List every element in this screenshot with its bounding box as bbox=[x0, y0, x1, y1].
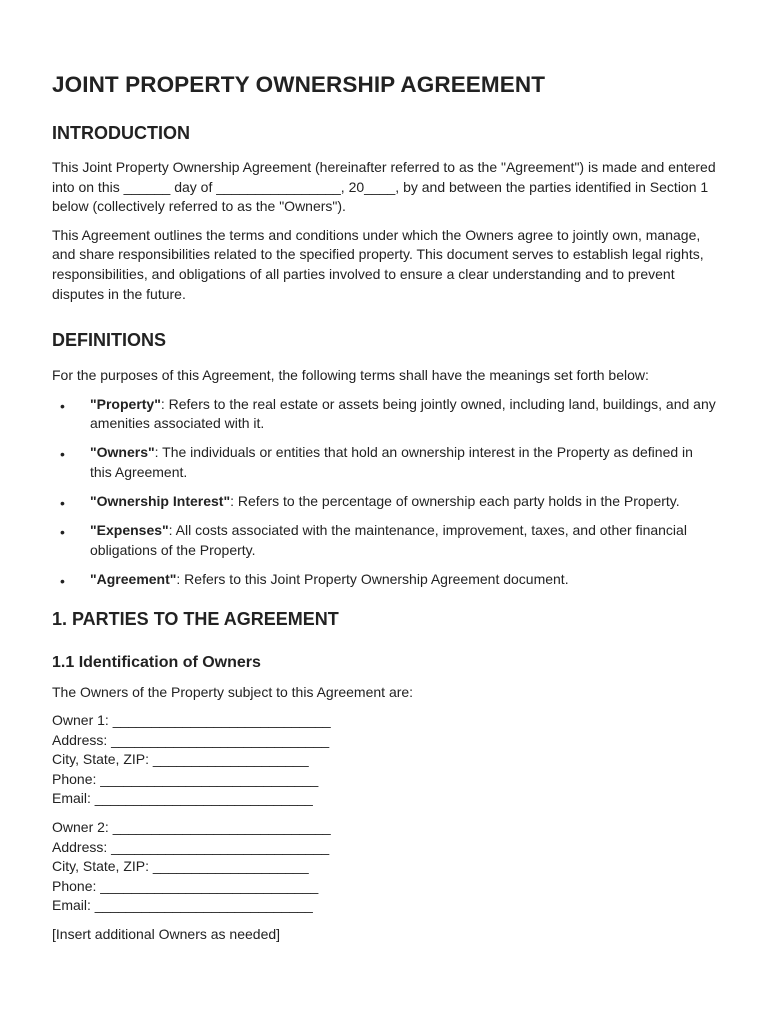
definition-item bbox=[52, 395, 718, 434]
owner-name-field[interactable]: Owner 2: ____________________________ bbox=[52, 819, 331, 836]
definition-term: "Owners" bbox=[90, 444, 155, 461]
definition-item bbox=[52, 521, 718, 560]
owner-1-block bbox=[52, 711, 718, 809]
owner-email-field[interactable]: Email: ____________________________ bbox=[52, 790, 313, 807]
bullet-icon: • bbox=[60, 495, 65, 512]
document-title: JOINT PROPERTY OWNERSHIP AGREEMENT bbox=[52, 72, 546, 97]
owner-city-state-zip-field[interactable]: City, State, ZIP: ____________________ bbox=[52, 858, 309, 875]
owner-address-field[interactable]: Address: ____________________________ bbox=[52, 731, 330, 748]
definition-term: "Property" bbox=[90, 395, 161, 412]
owners-intro: The Owners of the Property subject to this Agreement are: bbox=[52, 683, 414, 700]
introduction-heading: INTRODUCTION bbox=[52, 123, 190, 143]
owner-name-field[interactable]: Owner 1: ____________________________ bbox=[52, 712, 331, 729]
section-1-1-heading: 1.1 Identification of Owners bbox=[52, 653, 261, 671]
section-1-heading: 1. PARTIES TO THE AGREEMENT bbox=[52, 608, 339, 629]
owner-city-state-zip-field[interactable]: City, State, ZIP: ____________________ bbox=[52, 751, 309, 768]
owner-phone-field[interactable]: Phone: ____________________________ bbox=[52, 770, 319, 787]
definition-item bbox=[52, 570, 718, 590]
definition-text: : The individuals or entities that hold an ownership interest in the Property as defined in this Agreement. bbox=[90, 444, 693, 481]
introduction-paragraph-2: This Agreement outlines the terms and conditions under which the Owners agree to jointly own, manage, and share responsibilities related to the specified property. This document serves to establish legal rights, responsibilities, and obligations of all parties involved to ensure a clear understanding and to prevent disputes in the future. bbox=[52, 226, 704, 302]
definition-term: "Agreement" bbox=[90, 570, 177, 587]
bullet-icon: • bbox=[60, 446, 65, 463]
definitions-heading: DEFINITIONS bbox=[52, 330, 167, 351]
owner-address-field[interactable]: Address: ____________________________ bbox=[52, 838, 330, 855]
bullet-icon: • bbox=[60, 397, 65, 414]
owner-email-field[interactable]: Email: ____________________________ bbox=[52, 897, 313, 914]
additional-owners-note: [Insert additional Owners as needed] bbox=[52, 926, 281, 943]
definition-term: "Expenses" bbox=[90, 522, 169, 539]
definition-text: : Refers to the percentage of ownership each party holds in the Property. bbox=[230, 493, 680, 510]
definition-text: : Refers to the real estate or assets being jointly owned, including land, buildings, and any amenities associated with it. bbox=[90, 395, 716, 432]
definition-item bbox=[52, 492, 718, 512]
introduction-paragraph-1: This Joint Property Ownership Agreement (hereinafter referred to as the "Agreement") is made and entered into on this ______ day of ________________, 20____, by and between the parties identified in Section 1 below (collectively referred to as the "Owners"). bbox=[52, 159, 716, 215]
owner-2-block bbox=[52, 818, 718, 916]
bullet-icon: • bbox=[60, 524, 65, 541]
bullet-icon: • bbox=[60, 572, 65, 589]
owner-phone-field[interactable]: Phone: ____________________________ bbox=[52, 877, 319, 894]
definitions-intro: For the purposes of this Agreement, the following terms shall have the meanings set forth below: bbox=[52, 367, 649, 384]
definition-term: "Ownership Interest" bbox=[90, 493, 231, 510]
definition-text: : All costs associated with the maintenance, improvement, taxes, and other financial obligations of the Property. bbox=[90, 522, 687, 558]
definitions-list bbox=[52, 395, 718, 590]
definition-item bbox=[52, 443, 718, 482]
definition-text: : Refers to this Joint Property Ownership Agreement document. bbox=[176, 570, 569, 587]
